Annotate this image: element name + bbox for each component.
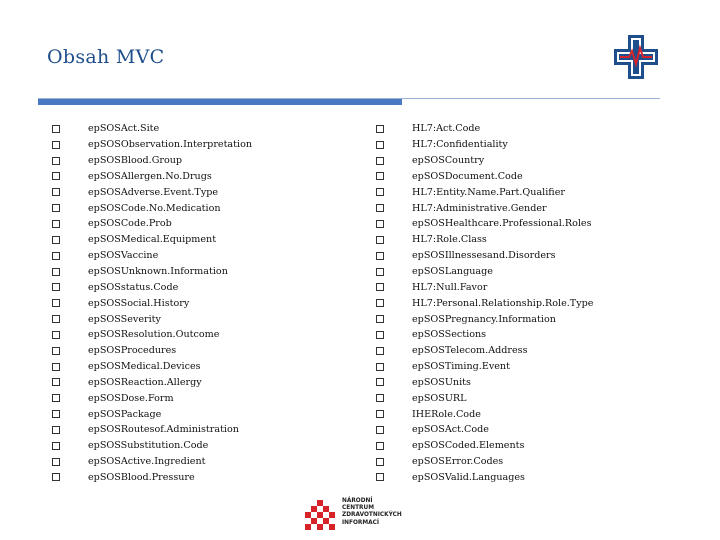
list-item-label: epSOSIllnessesand.Disorders	[412, 250, 556, 262]
list-item-label: epSOSAdverse.Event.Type	[88, 186, 219, 198]
list-item-label: epSOSCountry	[412, 155, 485, 167]
square-bullet-icon	[52, 141, 60, 149]
square-bullet-icon	[376, 426, 384, 434]
list-item	[376, 406, 676, 422]
square-bullet-icon	[376, 157, 384, 165]
square-bullet-icon	[52, 363, 60, 371]
list-item	[52, 232, 352, 248]
square-bullet-icon	[52, 172, 60, 180]
list-item	[52, 327, 352, 343]
list-item	[52, 200, 352, 216]
square-bullet-icon	[52, 236, 60, 244]
list-item	[376, 422, 676, 438]
list-item-label: epSOSActive.Ingredient	[88, 456, 206, 468]
list-item	[52, 343, 352, 359]
list-item-label: HL7:Entity.Name.Part.Qualifier	[412, 186, 565, 198]
list-item	[52, 375, 352, 391]
list-item	[52, 153, 352, 169]
square-bullet-icon	[376, 125, 384, 133]
list-item-label: epSOSValid.Languages	[412, 471, 525, 483]
list-item-label: epSOSVaccine	[88, 250, 159, 262]
list-item-label: HL7:Confidentiality	[412, 139, 508, 151]
list-item-label: epSOSMedical.Devices	[88, 361, 201, 373]
list-item-label: epSOSBlood.Group	[88, 155, 183, 167]
square-bullet-icon	[376, 188, 384, 196]
list-item	[376, 279, 676, 295]
health-cross-logo	[612, 33, 660, 81]
list-item-label: epSOSHealthcare.Professional.Roles	[412, 218, 592, 230]
list-item-label: epSOSObservation.Interpretation	[88, 139, 253, 151]
list-item-label: epSOSAllergen.No.Drugs	[88, 170, 212, 182]
square-bullet-icon	[52, 220, 60, 228]
square-bullet-icon	[376, 394, 384, 402]
square-bullet-icon	[52, 157, 60, 165]
list-item-label: epSOSSections	[412, 329, 487, 341]
list-item	[376, 184, 676, 200]
list-item	[376, 169, 676, 185]
list-item	[376, 454, 676, 470]
square-bullet-icon	[376, 315, 384, 323]
list-item	[52, 454, 352, 470]
list-item-label: epSOSReaction.Allergy	[88, 376, 202, 388]
list-item	[52, 438, 352, 454]
square-bullet-icon	[376, 220, 384, 228]
right-list	[376, 121, 676, 485]
list-item-label: epSOSPregnancy.Information	[412, 313, 556, 325]
square-bullet-icon	[376, 236, 384, 244]
list-item	[376, 216, 676, 232]
list-item-label: epSOSAct.Code	[412, 424, 489, 436]
list-item	[52, 311, 352, 327]
list-item	[52, 121, 352, 137]
logo-text-line: INFORMACÍ	[342, 519, 380, 526]
accent-bar	[38, 99, 402, 105]
list-item-label: HL7:Null.Favor	[412, 281, 488, 293]
list-item-label: epSOSSocial.History	[88, 297, 190, 309]
list-item	[376, 200, 676, 216]
square-bullet-icon	[376, 473, 384, 481]
list-item-label: epSOSBlood.Pressure	[88, 471, 195, 483]
square-bullet-icon	[52, 299, 60, 307]
list-item-label: epSOSDocument.Code	[412, 170, 523, 182]
page-title: Obsah MVC	[47, 46, 165, 68]
square-bullet-icon	[52, 378, 60, 386]
square-bullet-icon	[52, 315, 60, 323]
square-bullet-icon	[52, 458, 60, 466]
list-item-label: epSOSstatus.Code	[88, 281, 179, 293]
list-item	[52, 137, 352, 153]
square-bullet-icon	[376, 204, 384, 212]
list-item	[52, 295, 352, 311]
square-bullet-icon	[376, 378, 384, 386]
square-bullet-icon	[52, 347, 60, 355]
list-item	[376, 232, 676, 248]
list-item-label: IHERole.Code	[412, 408, 481, 420]
list-item	[52, 406, 352, 422]
left-list	[52, 121, 352, 485]
square-bullet-icon	[376, 283, 384, 291]
list-item	[52, 184, 352, 200]
list-item-label: epSOSUnknown.Information	[88, 266, 228, 278]
list-item	[52, 279, 352, 295]
list-item	[52, 169, 352, 185]
square-bullet-icon	[52, 473, 60, 481]
list-item-label: epSOSTelecom.Address	[412, 345, 528, 357]
square-bullet-icon	[376, 299, 384, 307]
square-bullet-icon	[52, 283, 60, 291]
square-bullet-icon	[376, 252, 384, 260]
list-item-label: epSOSResolution.Outcome	[88, 329, 220, 341]
list-item-label: epSOSSeverity	[88, 313, 161, 325]
square-bullet-icon	[52, 426, 60, 434]
list-item-label: HL7:Personal.Relationship.Role.Type	[412, 297, 594, 309]
list-item	[52, 248, 352, 264]
list-item	[376, 311, 676, 327]
list-item-label: epSOSCode.Prob	[88, 218, 172, 230]
square-bullet-icon	[376, 172, 384, 180]
square-bullet-icon	[52, 331, 60, 339]
list-item-label: epSOSCode.No.Medication	[88, 202, 221, 214]
square-bullet-icon	[52, 252, 60, 260]
list-item	[52, 216, 352, 232]
list-item	[376, 327, 676, 343]
list-item	[376, 390, 676, 406]
square-bullet-icon	[52, 442, 60, 450]
list-item	[376, 375, 676, 391]
list-item	[52, 264, 352, 280]
list-item-label: HL7:Administrative.Gender	[412, 202, 547, 214]
list-item-label: epSOSLanguage	[412, 266, 493, 278]
list-item	[376, 438, 676, 454]
square-bullet-icon	[376, 141, 384, 149]
list-item	[376, 470, 676, 486]
list-item-label: epSOSMedical.Equipment	[88, 234, 217, 246]
list-item-label: epSOSCoded.Elements	[412, 440, 525, 452]
list-item	[52, 359, 352, 375]
list-item	[376, 264, 676, 280]
list-item	[376, 359, 676, 375]
list-item	[376, 343, 676, 359]
list-item-label: epSOSUnits	[412, 376, 471, 388]
logo-text-line: NÁRODNÍ	[342, 498, 373, 504]
list-item	[376, 153, 676, 169]
square-bullet-icon	[376, 268, 384, 276]
list-item	[52, 390, 352, 406]
square-bullet-icon	[52, 394, 60, 402]
list-item-label: epSOSDose.Form	[88, 392, 174, 404]
square-bullet-icon	[376, 410, 384, 418]
square-bullet-icon	[376, 442, 384, 450]
list-item	[52, 422, 352, 438]
list-item-label: HL7:Act.Code	[412, 123, 481, 135]
square-bullet-icon	[52, 125, 60, 133]
list-item	[376, 137, 676, 153]
list-item-label: epSOSError.Codes	[412, 456, 504, 468]
square-bullet-icon	[52, 188, 60, 196]
list-item-label: epSOSTiming.Event	[412, 361, 510, 373]
list-item	[376, 295, 676, 311]
square-bullet-icon	[52, 268, 60, 276]
list-item-label: epSOSAct.Site	[88, 123, 160, 135]
list-item	[376, 121, 676, 137]
nczi-logo-text	[342, 498, 402, 527]
square-bullet-icon	[376, 347, 384, 355]
list-item-label: HL7:Role.Class	[412, 234, 487, 246]
logo-text-line: CENTRUM	[342, 505, 374, 512]
list-item	[376, 248, 676, 264]
logo-text-line: ZDRAVOTNICKÝCH	[342, 512, 402, 519]
square-bullet-icon	[376, 331, 384, 339]
list-item-label: epSOSSubstitution.Code	[88, 440, 209, 452]
square-bullet-icon	[376, 458, 384, 466]
list-item-label: epSOSPackage	[88, 408, 162, 420]
square-bullet-icon	[52, 204, 60, 212]
list-item	[52, 470, 352, 486]
square-bullet-icon	[376, 363, 384, 371]
list-item-label: epSOSURL	[412, 392, 467, 404]
list-item-label: epSOSProcedures	[88, 345, 177, 357]
square-bullet-icon	[52, 410, 60, 418]
list-item-label: epSOSRoutesof.Administration	[88, 424, 239, 436]
